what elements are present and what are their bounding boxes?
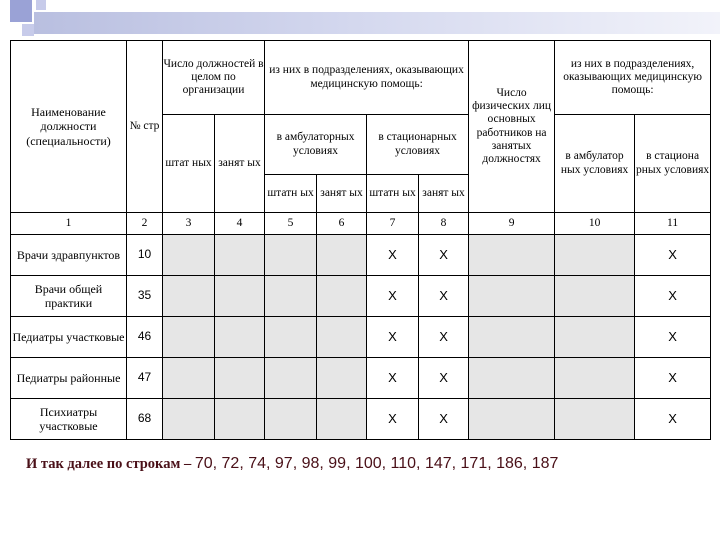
cell-staff-org[interactable] [163, 399, 215, 440]
header-ambulatory: в амбулаторных условиях [265, 115, 367, 175]
column-number: 7 [367, 213, 419, 235]
cell-staff-org[interactable] [163, 317, 215, 358]
cell-individuals[interactable] [469, 399, 555, 440]
cell-staff-org[interactable] [163, 276, 215, 317]
header-positions-org: Число должностей в целом по организации [163, 41, 265, 115]
row-number: 68 [127, 399, 163, 440]
column-number: 6 [317, 213, 367, 235]
cell-x-mark: X [635, 235, 711, 276]
cell-staff-ambulatory[interactable] [265, 399, 317, 440]
cell-x-mark: X [419, 399, 469, 440]
decor-square [10, 0, 32, 22]
column-number: 3 [163, 213, 215, 235]
cell-individuals-ambulatory[interactable] [555, 235, 635, 276]
footer-row-numbers: 70, 72, 74, 97, 98, 99, 100, 110, 147, 171, 186, 187 [194, 455, 559, 472]
cell-staff-ambulatory[interactable] [265, 317, 317, 358]
table-row [11, 317, 711, 358]
cell-x-mark: X [419, 235, 469, 276]
cell-individuals-ambulatory[interactable] [555, 276, 635, 317]
column-number: 1 [11, 213, 127, 235]
row-number: 47 [127, 358, 163, 399]
cell-occupied-org[interactable] [215, 276, 265, 317]
header-row-number: № стр [127, 41, 163, 213]
cell-x-mark: X [635, 317, 711, 358]
cell-x-mark: X [367, 276, 419, 317]
cell-occupied-org[interactable] [215, 235, 265, 276]
column-number: 8 [419, 213, 469, 235]
header-position-name: Наименование должности (специальности) [11, 41, 127, 213]
column-number: 5 [265, 213, 317, 235]
header-stationary-short: в стациона рных условиях [635, 115, 711, 213]
header-staff-stationary: штатн ых [367, 175, 419, 213]
header-occupied: занят ых [215, 115, 265, 213]
cell-staff-org[interactable] [163, 358, 215, 399]
cell-individuals[interactable] [469, 317, 555, 358]
cell-x-mark: X [635, 276, 711, 317]
header-ambulatory-short: в амбулатор ных условиях [555, 115, 635, 213]
cell-occupied-org[interactable] [215, 317, 265, 358]
cell-staff-ambulatory[interactable] [265, 235, 317, 276]
header-individuals-subdivisions: из них в подразделениях, оказывающих медицинскую помощь: [555, 41, 711, 115]
cell-x-mark: X [367, 317, 419, 358]
header-individuals: Число физических лиц основных работников на занятых должностях [469, 41, 555, 213]
cell-occupied-ambulatory[interactable] [317, 399, 367, 440]
cell-individuals-ambulatory[interactable] [555, 399, 635, 440]
staffing-form-table [10, 40, 711, 440]
column-number: 4 [215, 213, 265, 235]
table-row [11, 399, 711, 440]
row-number: 10 [127, 235, 163, 276]
column-number: 9 [469, 213, 555, 235]
cell-x-mark: X [367, 399, 419, 440]
header-staff-ambulatory: штатн ых [265, 175, 317, 213]
row-position-name: Педиатры участковые [11, 317, 127, 358]
table-row [11, 358, 711, 399]
header-stationary: в стационарных условиях [367, 115, 469, 175]
cell-occupied-org[interactable] [215, 399, 265, 440]
footer-note [26, 455, 558, 473]
cell-x-mark: X [419, 317, 469, 358]
cell-staff-ambulatory[interactable] [265, 358, 317, 399]
cell-staff-ambulatory[interactable] [265, 276, 317, 317]
row-position-name: Врачи здравпунктов [11, 235, 127, 276]
cell-occupied-ambulatory[interactable] [317, 358, 367, 399]
header-subdivisions: из них в подразделениях, оказывающих медицинскую помощь: [265, 41, 469, 115]
cell-occupied-ambulatory[interactable] [317, 317, 367, 358]
decor-square [36, 0, 46, 10]
row-number: 35 [127, 276, 163, 317]
cell-x-mark: X [367, 358, 419, 399]
cell-x-mark: X [635, 399, 711, 440]
row-number: 46 [127, 317, 163, 358]
cell-occupied-ambulatory[interactable] [317, 235, 367, 276]
row-position-name: Врачи общей практики [11, 276, 127, 317]
column-number: 11 [635, 213, 711, 235]
row-position-name: Педиатры районные [11, 358, 127, 399]
header-occupied-stationary: занят ых [419, 175, 469, 213]
cell-staff-org[interactable] [163, 235, 215, 276]
cell-individuals-ambulatory[interactable] [555, 317, 635, 358]
cell-individuals[interactable] [469, 358, 555, 399]
cell-x-mark: X [419, 276, 469, 317]
column-number: 10 [555, 213, 635, 235]
cell-individuals-ambulatory[interactable] [555, 358, 635, 399]
cell-occupied-ambulatory[interactable] [317, 276, 367, 317]
decor-square [22, 24, 34, 36]
table-row [11, 276, 711, 317]
row-position-name: Психиатры участковые [11, 399, 127, 440]
header-occupied-ambulatory: занят ых [317, 175, 367, 213]
table-row [11, 235, 711, 276]
header-staff: штат ных [163, 115, 215, 213]
cell-x-mark: X [635, 358, 711, 399]
column-number: 2 [127, 213, 163, 235]
header-gradient-bar [34, 12, 720, 34]
cell-x-mark: X [419, 358, 469, 399]
cell-individuals[interactable] [469, 276, 555, 317]
cell-x-mark: X [367, 235, 419, 276]
footer-text: И так далее по строкам – [26, 456, 192, 472]
cell-occupied-org[interactable] [215, 358, 265, 399]
cell-individuals[interactable] [469, 235, 555, 276]
